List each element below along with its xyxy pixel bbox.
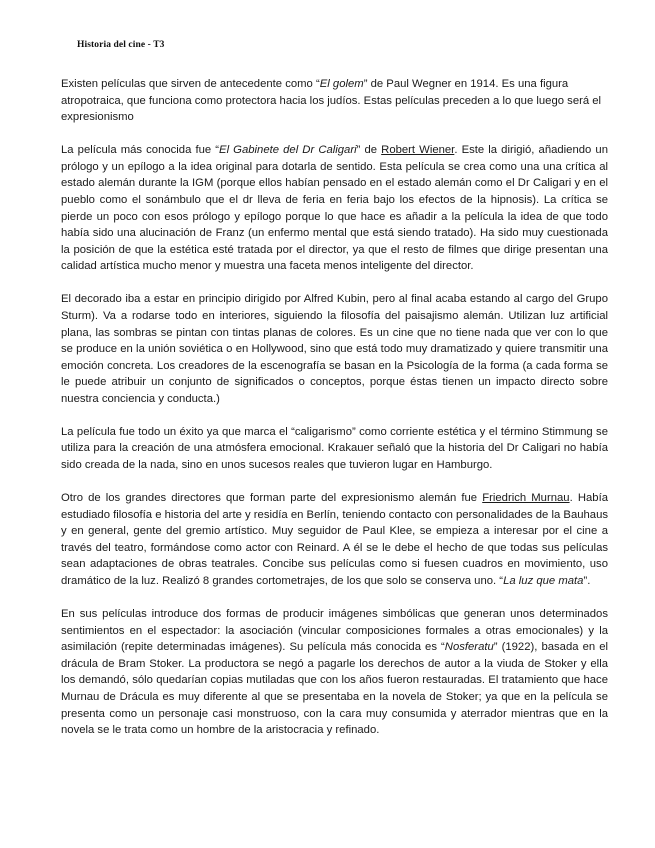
- paragraph-nosferatu: [61, 606, 608, 739]
- director-link[interactable]: Robert Wiener: [381, 144, 455, 157]
- film-title: La luz que mata: [503, 575, 584, 587]
- text: ” de: [356, 144, 382, 157]
- text: . Este la dirigió, añadiendo un prólogo y un epílogo a la idea original para dotarla de sentido. Esta película se crea como una una crítica al estado alemán durante la IGM (porque ellos habían pensado en el estado alemán como el Dr Caligari y en el pueblo como el sonámbulo que el dr lleva de feria en feria bajo los efectos de la hipnosis). La crítica se pierde un poco con esos prólogo y epílogo porque lo que hace es añadir a la película la idea de que todo había sido una alucinación de Franz (un enfermo mental que está siendo tratado). Ha sido muy cuestionada la posición de que la estética esté tratada por el director, ya que el resto de filmes que dirige presentan una calidad artística mucho menor y muestra una faceta menos inteligente del director.: [61, 144, 608, 273]
- film-title: Nosferatu: [444, 641, 494, 654]
- film-title: El golem: [319, 78, 364, 90]
- paragraph-decorado: El decorado iba a estar en principio dirigido por Alfred Kubin, pero al final acaba estando al cargo del Grupo Sturm). Va a rodarse todo en interiores, siguiendo la filosofía del paisajismo alemán. Utilizan luz artificial plana, las sombras se pintan con tintas planas de colores. Es un cine que no tiene nada que ver con lo que se produce en la unión soviética o en Hollywood, sino que está todo muy dramatizado y quiere transmitir una emoción concreta. Los creadores de la escenografía se basan en la Psicología de la forma (a cada forma se le puede atribuir un conjunto de significados o conceptos, porque éstas tienen un impacto directo sobre nuestra conciencia y conducta.): [61, 293, 608, 405]
- paragraph-murnau: [61, 490, 608, 590]
- paragraph-el-golem: [61, 76, 608, 126]
- text: . Había estudiado filosofía e historia del arte y residía en Berlín, teniendo contacto con personalidades de la Bauhaus y en general, gente del gremio artístico. Muy seguidor de Paul Klee, se empieza a interesar por el cine a través del teatro, formándose como actor con Reinard. A él se le debe el hecho de que todas sus películas sean adaptaciones de obras teatrales. Concibe sus películas como si fuesen cuadros en movimiento, uso dramático de la luz. Realizó 8 grandes cortometrajes, de los que solo se conserva uno. “: [61, 492, 608, 587]
- page-header: Historia del cine - T3: [77, 40, 165, 50]
- document-body: [61, 76, 608, 755]
- text: Otro de los grandes directores que forman parte del expresionismo alemán fue: [61, 492, 483, 505]
- text: La película más conocida fue “: [61, 144, 220, 157]
- text: ”.: [583, 575, 591, 587]
- text: ” de Paul Wegner en 1914. Es una figura atropotraica, que funciona como protectora hacia los judíos. Estas películas preceden a lo que luego será el expresionismo: [61, 78, 602, 124]
- text: En sus películas introduce dos formas de producir imágenes simbólicas que generan unos determinados sentimientos en el espectador: la asociación (vincular composiciones formales a otras emocionales) y la asimilación (repite determinadas imágenes). Su película más conocida es “: [61, 607, 608, 654]
- director-link[interactable]: Friedrich Murnau: [482, 492, 570, 505]
- text: ” (1922), basada en el drácula de Bram Stoker. La productora se negó a pagarle los derechos de autor a la viuda de Stoker y ella los demandó, sólo quedarían copias mutiladas que con los años fueron restauradas. El tratamiento que hace Murnau de Drácula es muy diferente al que se presentaba en la novela de Stoker; ya que en la película se presenta como un personaje casi monstruoso, con la cara muy consumida y aterrador mientras que en la novela se le trata como un hombre de la aristocracia y refinado.: [61, 641, 608, 737]
- paragraph-caligari: [61, 142, 608, 275]
- film-title: El Gabinete del Dr Caligari: [219, 144, 357, 157]
- text: Existen películas que sirven de antecedente como “: [61, 78, 320, 90]
- paragraph-caligarismo: La película fue todo un éxito ya que marca el “caligarismo” como corriente estética y el término Stimmung se utiliza para la creación de una atmósfera emocional. Krakauer señaló que la historia del Dr Caligari no había sido creada de la nada, sino en unos sucesos reales que tuvieron lugar en Hamburgo.: [61, 425, 608, 472]
